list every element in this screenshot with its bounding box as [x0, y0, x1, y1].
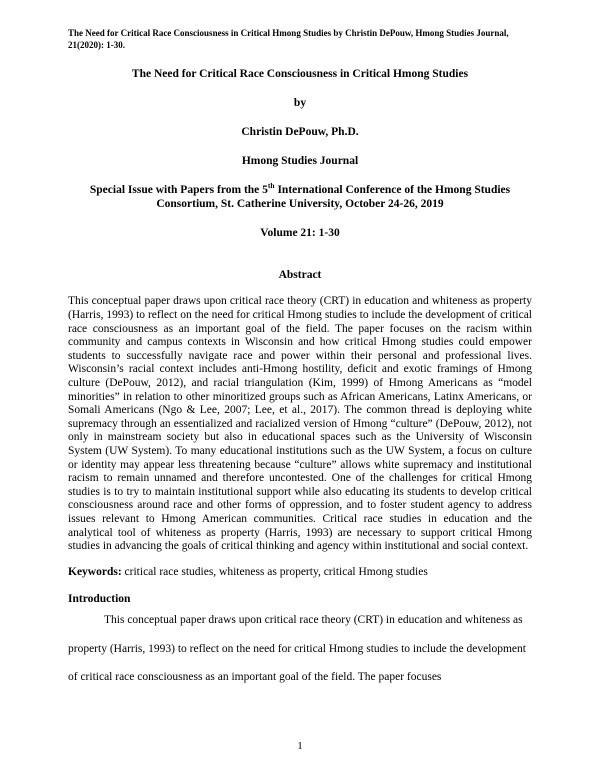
journal-name: Hmong Studies Journal — [241, 155, 359, 168]
section-heading-introduction: Introduction — [68, 593, 131, 606]
byline: by — [293, 97, 307, 110]
introduction-paragraph: This conceptual paper draws upon critical race theory (CRT) in education and whiteness as property (Harris, 1993) to reflect on the need for critical Hmong studies to include the development of critical race consciousness as an important goal of the field. The paper focuses — [68, 614, 526, 684]
keywords-text: critical race studies, whiteness as property, critical Hmong studies — [121, 565, 428, 578]
abstract-heading: Abstract — [278, 269, 322, 282]
running-head-citation: The Need for Critical Race Consciousness in Critical Hmong Studies by Christin DePouw, Hmong Studies Journal, 21(2020): 1-30. — [68, 28, 509, 50]
paper-title: The Need for Critical Race Consciousness in Critical Hmong Studies — [131, 68, 469, 81]
special-issue-ordinal-superscript: th — [267, 181, 275, 191]
page-number: 1 — [297, 740, 303, 752]
special-issue-line — [68, 183, 532, 211]
keywords-line — [68, 566, 532, 580]
keywords-label: Keywords: — [68, 565, 122, 578]
special-issue-text-pre: Special Issue with Papers from the 5 — [89, 184, 268, 197]
abstract-body-text: This conceptual paper draws upon critical race theory (CRT) in education and whiteness as property (Harris, 1993) to reflect on the need for critical Hmong studies to include the development of critical race consciousness as an important goal of the field. The paper focuses on the racism within community and campus contexts in Wisconsin and how critical Hmong studies could empower students to successfully navigate race and power within their personal and professional lives. Wisconsin’s racial context includes anti-Hmong hostility, deficit and exotic framings of Hmong culture (DePouw, 2012), and racial triangulation (Kim, 1999) of Hmong Americans as “model minorities” in relation to other minoritized groups such as African Americans, Latinx Americans, or Somali Americans (Ngo & Lee, 2007; Lee, et al., 2017). The common thread is deploying white supremacy through an essentialized and racialized version of Hmong “culture” (DePouw, 2012), not only in mainstream society but also in educational spaces such as the University of Wisconsin System (UW System). To many educational institutions such as the UW System, a focus on culture or identity may appear less threatening because “culture” allows white supremacy and institutional racism to remain unnamed and therefore uncontested. One of the challenges for critical Hmong studies is to try to maintain institutional support while also educating its students to develop critical consciousness around race and other forms of oppression, and to foster student agency to address issues relevant to Hmong American communities. Critical race studies in education and the analytical tool of whiteness as property (Harris, 1993) are necessary to support critical Hmong studies in advancing the goals of critical thinking and agency within institutional and social context. — [68, 295, 532, 553]
special-issue-text-post: International Conference of the Hmong Studies Consortium, St. Catherine University, October 24-26, 2019 — [156, 184, 511, 211]
volume-line: Volume 21: 1-30 — [260, 227, 340, 240]
author-name: Christin DePouw, Ph.D. — [241, 126, 359, 139]
